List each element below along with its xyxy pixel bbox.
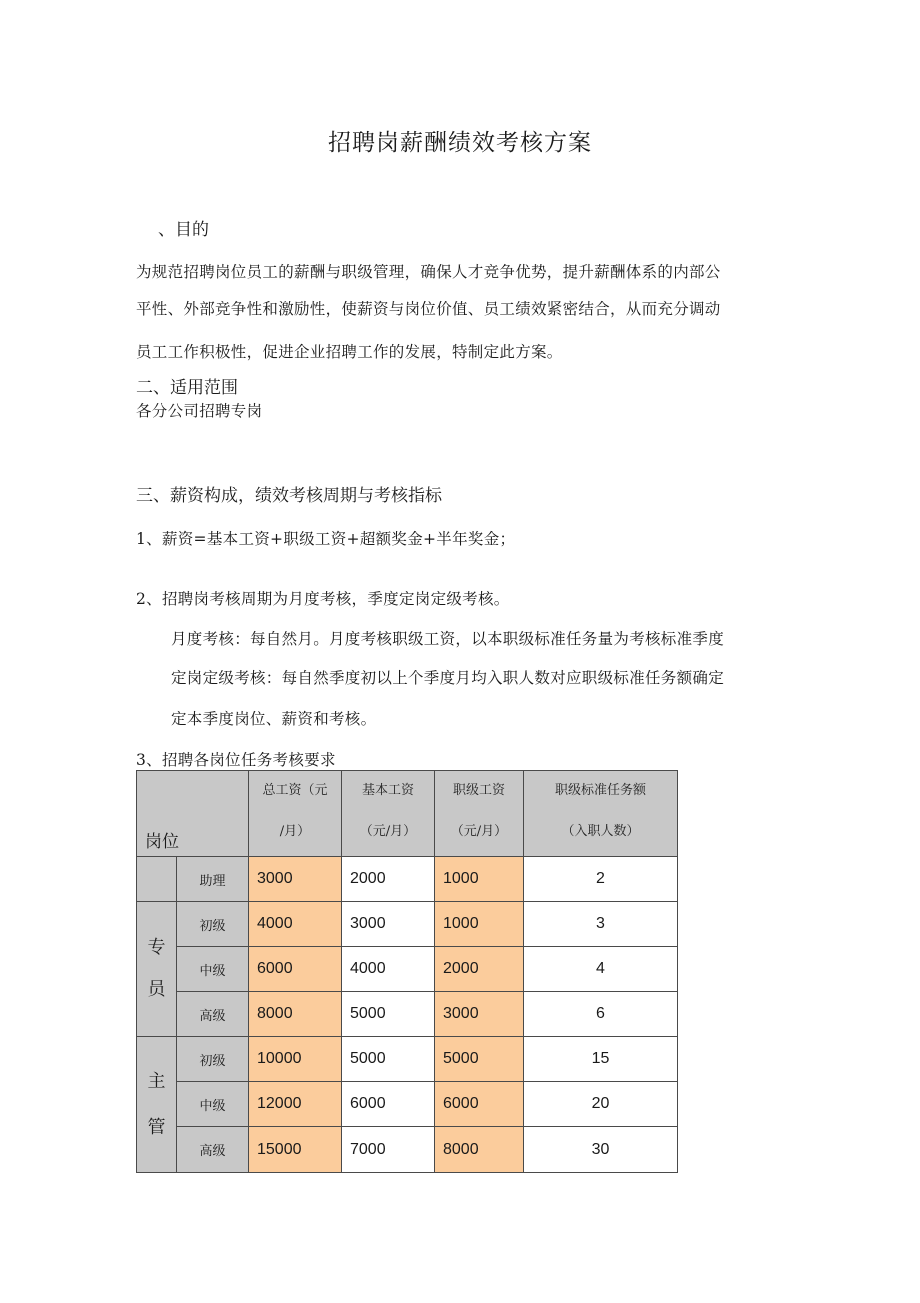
cycle-item: 2、招聘岗考核周期为月度考核，季度定岗定级考核。 bbox=[136, 590, 510, 608]
row-quota: 30 bbox=[524, 1127, 678, 1173]
row-total: 15000 bbox=[249, 1127, 342, 1173]
header-grade: 职级工资 （元/月） bbox=[435, 771, 524, 857]
header-quota: 职级标准任务额 （入职人数） bbox=[524, 771, 678, 857]
salary-formula: 1、薪资=基本工资+职级工资+超额奖金+半年奖金； bbox=[136, 530, 516, 548]
header-base: 基本工资 （元/月） bbox=[342, 771, 435, 857]
table-row bbox=[137, 1127, 678, 1173]
row-level: 高级 bbox=[177, 1127, 249, 1173]
table-caption: 3、招聘各岗位任务考核要求 bbox=[136, 751, 336, 769]
row-base: 4000 bbox=[342, 947, 435, 992]
page-title: 招聘岗薪酬绩效考核方案 bbox=[328, 130, 592, 156]
table-row bbox=[137, 1082, 678, 1127]
row-base: 7000 bbox=[342, 1127, 435, 1173]
row-grade: 1000 bbox=[435, 857, 524, 902]
row-quota: 15 bbox=[524, 1037, 678, 1082]
row-grade: 2000 bbox=[435, 947, 524, 992]
cycle-line-1: 月度考核：每自然月。月度考核职级工资，以本职级标准任务量为考核标准季度 bbox=[171, 630, 725, 648]
row-total: 10000 bbox=[249, 1037, 342, 1082]
row-total: 8000 bbox=[249, 992, 342, 1037]
row-level: 中级 bbox=[177, 1082, 249, 1127]
row-level: 中级 bbox=[177, 947, 249, 992]
group-specialist: 专 员 bbox=[137, 902, 177, 1037]
scope-heading: 二、适用范围 bbox=[136, 378, 238, 398]
table-header-row bbox=[137, 771, 678, 857]
table-row bbox=[137, 992, 678, 1037]
row-total: 3000 bbox=[249, 857, 342, 902]
table-row bbox=[137, 857, 678, 902]
row-level: 初级 bbox=[177, 1037, 249, 1082]
scope-text: 各分公司招聘专岗 bbox=[136, 402, 263, 420]
row-total: 6000 bbox=[249, 947, 342, 992]
purpose-heading: 、目的 bbox=[158, 220, 209, 240]
header-total: 总工资（元 /月） bbox=[249, 771, 342, 857]
row-base: 2000 bbox=[342, 857, 435, 902]
purpose-line-1: 为规范招聘岗位员工的薪酬与职级管理，确保人才竞争优势，提升薪酬体系的内部公 bbox=[136, 263, 721, 281]
table-row bbox=[137, 1037, 678, 1082]
row-grade: 1000 bbox=[435, 902, 524, 947]
row-grade: 3000 bbox=[435, 992, 524, 1037]
row-quota: 4 bbox=[524, 947, 678, 992]
cycle-line-3: 定本季度岗位、薪资和考核。 bbox=[171, 710, 377, 728]
row-total: 12000 bbox=[249, 1082, 342, 1127]
purpose-line-3: 员工工作积极性，促进企业招聘工作的发展，特制定此方案。 bbox=[136, 343, 563, 361]
row-total: 4000 bbox=[249, 902, 342, 947]
row-level: 高级 bbox=[177, 992, 249, 1037]
table-row bbox=[137, 947, 678, 992]
row-base: 5000 bbox=[342, 992, 435, 1037]
row-grade: 5000 bbox=[435, 1037, 524, 1082]
row-level: 助理 bbox=[177, 857, 249, 902]
structure-heading: 三、薪资构成，绩效考核周期与考核指标 bbox=[136, 486, 442, 506]
group-assistant-empty bbox=[137, 857, 177, 902]
row-base: 5000 bbox=[342, 1037, 435, 1082]
row-grade: 6000 bbox=[435, 1082, 524, 1127]
cycle-line-2: 定岗定级考核：每自然季度初以上个季度月均入职人数对应职级标准任务额确定 bbox=[171, 669, 725, 687]
table-row bbox=[137, 902, 678, 947]
group-supervisor: 主 管 bbox=[137, 1037, 177, 1173]
row-quota: 6 bbox=[524, 992, 678, 1037]
row-quota: 3 bbox=[524, 902, 678, 947]
row-base: 3000 bbox=[342, 902, 435, 947]
row-quota: 2 bbox=[524, 857, 678, 902]
row-grade: 8000 bbox=[435, 1127, 524, 1173]
salary-table bbox=[136, 770, 678, 1173]
purpose-line-2: 平性、外部竞争性和激励性，使薪资与岗位价值、员工绩效紧密结合，从而充分调动 bbox=[136, 300, 721, 318]
row-level: 初级 bbox=[177, 902, 249, 947]
row-base: 6000 bbox=[342, 1082, 435, 1127]
row-quota: 20 bbox=[524, 1082, 678, 1127]
header-position: 岗位 bbox=[137, 771, 249, 857]
